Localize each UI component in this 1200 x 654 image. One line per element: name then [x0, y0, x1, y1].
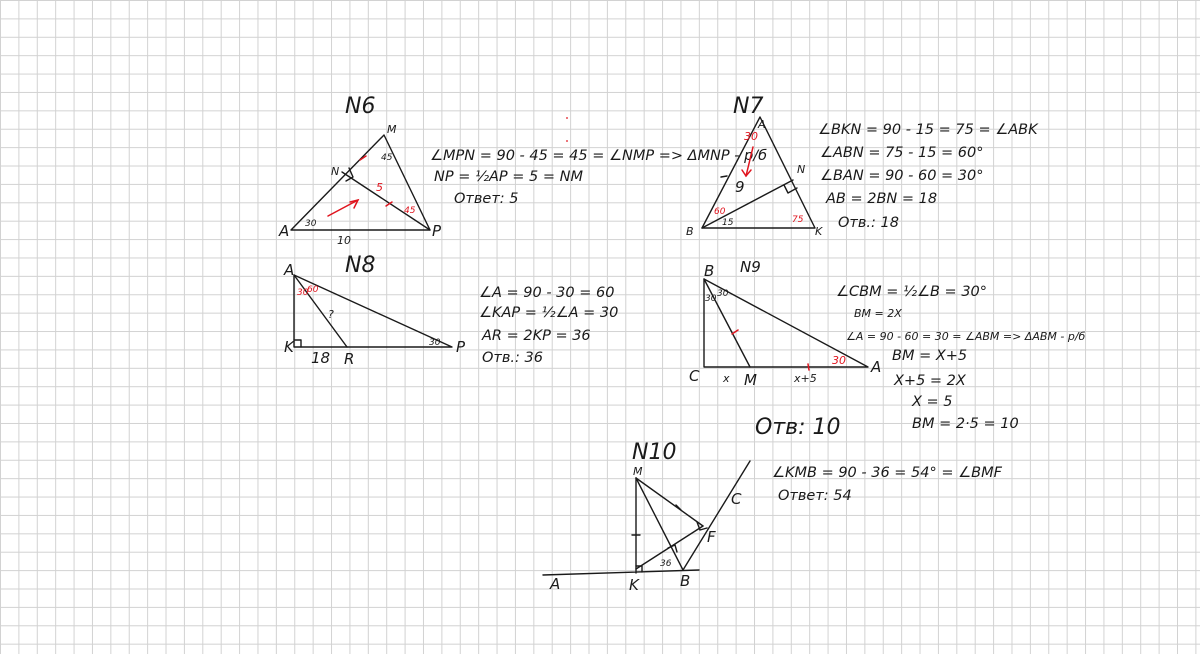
- p9-title: N9: [740, 258, 761, 276]
- p7-label-k: K: [815, 225, 823, 238]
- p10-label-a: A: [550, 575, 561, 593]
- problem-7: [686, 94, 1039, 238]
- p10-ray-bc: [683, 461, 750, 570]
- p8-title: N8: [345, 253, 376, 278]
- p10-label-c: C: [731, 490, 742, 508]
- p6-seg-length: 5: [376, 181, 383, 194]
- p9-label-c: C: [689, 367, 700, 385]
- p9-label-b: B: [704, 262, 715, 280]
- p8-label-r: R: [344, 350, 355, 368]
- p6-label-m: M: [387, 123, 397, 136]
- p9-note-7: BM = 2·5 = 10: [912, 416, 1019, 432]
- p7-note-1: ∠BKN = 90 - 15 = 75 = ∠ABK: [818, 122, 1038, 138]
- p8-answer: Отв.: 36: [482, 350, 543, 366]
- p8-angle-30: 30: [297, 288, 309, 298]
- p8-segment-ar: [294, 275, 347, 347]
- p8-label-a: A: [284, 261, 295, 279]
- p10-line-ab: [543, 570, 699, 575]
- p9-note-1: ∠CBM = ½∠B = 30°: [836, 284, 988, 300]
- p10-label-b: B: [680, 572, 691, 590]
- p6-base-length: 10: [337, 234, 351, 247]
- p7-note-3: ∠BAN = 90 - 60 = 30°: [820, 168, 984, 184]
- p8-note-1: ∠A = 90 - 30 = 60: [479, 285, 615, 301]
- p7-label-a: A: [758, 118, 766, 131]
- p9-angle-30a: 30: [705, 294, 717, 304]
- p9-label-m: M: [744, 371, 757, 389]
- p6-note-2: NP = ½AP = 5 = NM: [434, 169, 583, 185]
- p7-angle-b: 60: [714, 207, 726, 217]
- p9-cm-length: x: [723, 372, 730, 385]
- p9-note-5: X+5 = 2X: [894, 373, 966, 389]
- p7-angle-k: 75: [792, 215, 804, 225]
- p8-note-3: AR = 2KP = 36: [482, 328, 591, 344]
- p7-note-2: ∠ABN = 75 - 15 = 60°: [820, 145, 984, 161]
- p8-label-p: P: [456, 338, 466, 356]
- p10-angle-36: 36: [660, 559, 672, 569]
- p9-note-3: ∠A = 90 - 60 = 30 = ∠ABM => ΔABM - р/б: [846, 330, 1086, 343]
- p10-segment-mf: [636, 478, 703, 526]
- p10-title: N10: [632, 440, 677, 465]
- p7-label-n: N: [797, 163, 806, 176]
- p9-label-a: A: [871, 358, 882, 376]
- p8-label-k: K: [284, 338, 294, 356]
- stray-dot: [566, 140, 568, 142]
- p6-title: N6: [345, 94, 376, 119]
- problem-10: [543, 440, 1003, 594]
- problem-9: [689, 258, 1086, 440]
- p6-note-1: ∠MPN = 90 - 45 = 45 = ∠NMP => ΔMNP - р/б: [430, 148, 768, 164]
- p8-right-angle-mark: [294, 340, 301, 347]
- p10-label-f: F: [707, 528, 716, 546]
- p6-label-a: A: [279, 222, 290, 240]
- p6-angle-p: 45: [404, 206, 416, 216]
- p9-angle-30b: 30: [717, 289, 729, 299]
- p7-altitude-bn: [702, 180, 793, 228]
- p9-answer: Отв: 10: [755, 415, 841, 440]
- p9-note-2: BM = 2X: [854, 307, 902, 320]
- p9-note-6: X = 5: [912, 394, 953, 410]
- p9-angle-a: 30: [832, 354, 846, 367]
- p8-unknown: ?: [328, 308, 334, 321]
- p9-note-4: BM = X+5: [892, 348, 968, 364]
- p10-segment-mb: [636, 478, 683, 570]
- p7-angle-a: 30: [744, 130, 758, 143]
- p10-label-k: K: [629, 576, 639, 594]
- p10-note-1: ∠KMB = 90 - 36 = 54° = ∠BMF: [772, 465, 1002, 481]
- p7-tick-1: [721, 176, 727, 177]
- p7-answer: Отв.: 18: [838, 215, 899, 231]
- p6-answer: Ответ: 5: [454, 191, 519, 207]
- p9-tick-bm: [732, 330, 738, 334]
- p8-angle-60: 60: [307, 285, 319, 295]
- p7-note-4: AB = 2BN = 18: [826, 191, 938, 207]
- problem-6: [278, 94, 767, 247]
- p6-angle-a: 30: [305, 219, 317, 229]
- p10-label-m: M: [633, 465, 643, 478]
- p8-angle-p: 30: [429, 338, 441, 348]
- p7-angle-15: 15: [722, 218, 734, 228]
- p9-ma-length: x+5: [794, 372, 817, 385]
- p6-label-p: P: [432, 222, 442, 240]
- p7-bn-length: 9: [735, 178, 745, 196]
- p9-tick-ma: [808, 364, 809, 370]
- p10-answer: Ответ: 54: [778, 488, 852, 504]
- p8-note-2: ∠KAP = ½∠A = 30: [479, 305, 619, 321]
- p7-title: N7: [733, 94, 764, 119]
- p8-kr-length: 18: [311, 349, 331, 367]
- p7-label-b: B: [686, 225, 694, 238]
- p6-label-n: N: [331, 165, 340, 178]
- p6-angle-m: 45: [381, 153, 393, 163]
- stray-dot: [566, 117, 568, 119]
- problem-8: [283, 253, 618, 368]
